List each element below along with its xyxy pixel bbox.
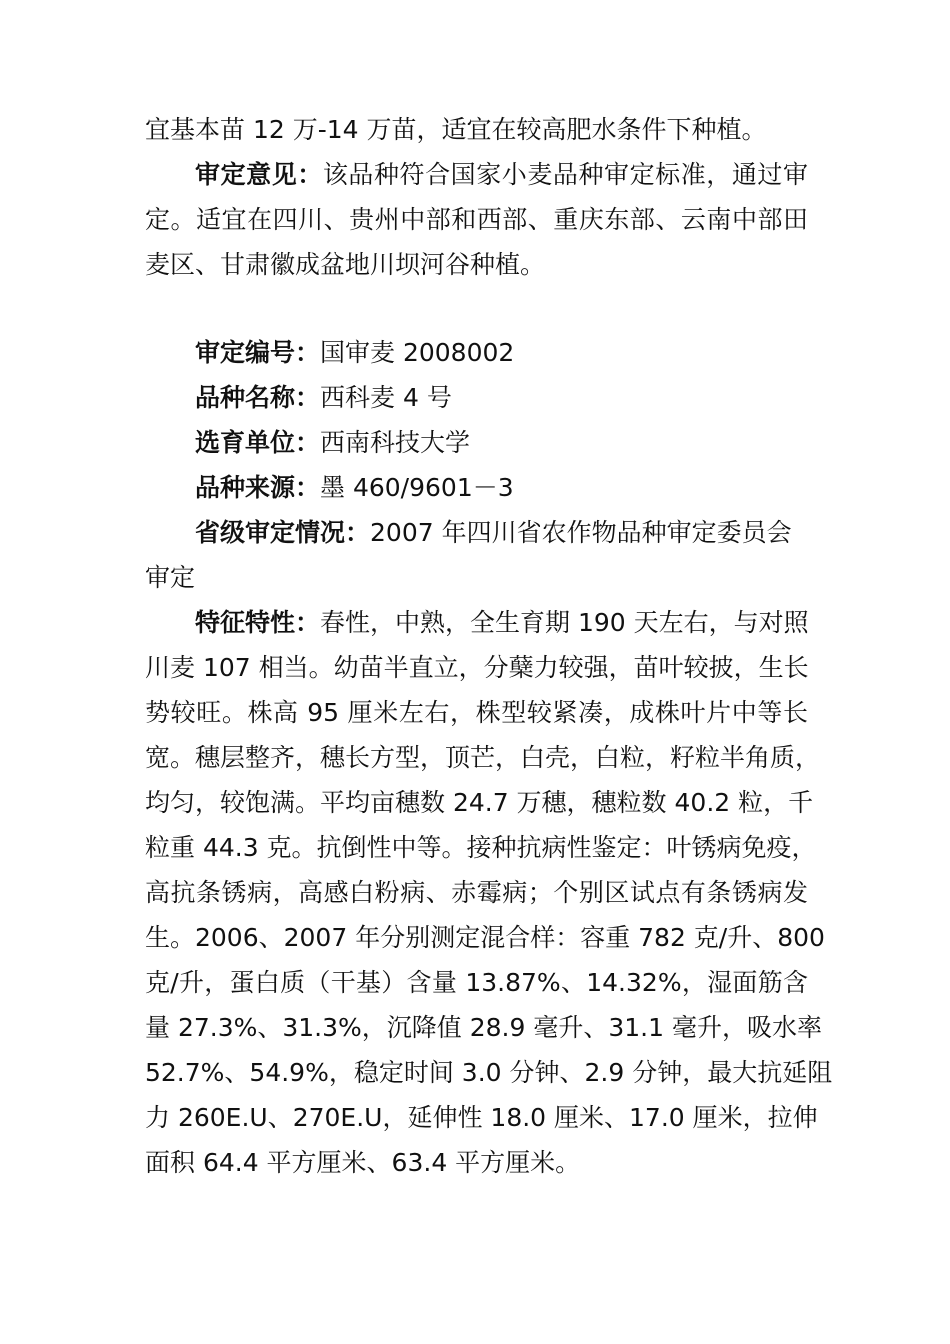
text-line [145,1056,833,1090]
traits-line [195,606,808,640]
source-value: 墨 460/9601－3 [320,473,514,502]
name-line [195,381,452,415]
text-line [145,248,545,282]
text-line [145,786,814,820]
breeder-value: 西南科技大学 [320,428,471,457]
provincial-value: 2007 年四川省农作物品种审定委员会 [370,518,792,547]
text-span: 生。2006、2007 年分别测定混合样：容重 782 克/升、800 [145,923,825,952]
text-span: 川麦 107 相当。幼苗半直立，分蘖力较强，苗叶较披，生长 [145,653,809,682]
text-line [145,1146,580,1180]
text-line [145,966,808,1000]
text-line [145,741,821,775]
breeder-line [195,426,470,460]
text-span: 均匀，较饱满。平均亩穗数 24.7 万穗，穗粒数 40.2 粒，千 [145,788,814,817]
text-line [145,1011,822,1045]
text-line [145,831,817,865]
text-span: 量 27.3%、31.3%，沉降值 28.9 毫升、31.1 毫升，吸水率 [145,1013,822,1042]
source-line [195,471,514,505]
number-value: 国审麦 2008002 [320,338,515,367]
text-line [145,1101,818,1135]
text-span: 势较旺。株高 95 厘米左右，株型较紧凑，成株叶片中等长 [145,698,808,727]
text-span: 52.7%、54.9%，稳定时间 3.0 分钟、2.9 分钟，最大抗延阻 [145,1058,833,1087]
text-line [145,651,808,685]
text-line [145,921,825,955]
number-label: 审定编号： [195,338,321,367]
text-line [145,876,808,910]
text-line [145,696,808,730]
text-line [145,113,767,147]
provincial-line [195,516,792,550]
source-label: 品种来源： [195,473,321,502]
name-value: 西科麦 4 号 [320,383,452,412]
text-line [145,561,195,595]
text-span: 定。适宜在四川、贵州中部和西部、重庆东部、云南中部田 [145,205,808,234]
opinion-text: 该品种符合国家小麦品种审定标准，通过审 [322,160,808,189]
text-line [145,203,808,237]
provincial-label: 省级审定情况： [195,518,371,547]
traits-text: 春性，中熟，全生育期 190 天左右，与对照 [320,608,809,637]
number-line [195,336,514,370]
opinion-label: 审定意见： [195,160,323,189]
traits-label: 特征特性： [195,608,321,637]
text-span: 力 260E.U、270E.U，延伸性 18.0 厘米、17.0 厘米，拉伸 [145,1103,818,1132]
breeder-label: 选育单位： [195,428,321,457]
text-span: 麦区、甘肃徽成盆地川坝河谷种植。 [145,250,546,279]
text-span: 克/升，蛋白质（干基）含量 13.87%、14.32%，湿面筋含 [145,968,808,997]
text-span: 粒重 44.3 克。抗倒性中等。接种抗病性鉴定：叶锈病免疫， [145,833,817,862]
text-span: 面积 64.4 平方厘米、63.4 平方厘米。 [145,1148,581,1177]
name-label: 品种名称： [195,383,321,412]
text-span: 高抗条锈病，高感白粉病、赤霉病；个别区试点有条锈病发 [145,878,808,907]
text-span: 宽。穗层整齐，穗长方型，顶芒，白壳，白粒，籽粒半角质， [145,743,821,772]
text-span: 审定 [145,563,196,592]
text-span: 宜基本苗 12 万-14 万苗，适宜在较高肥水条件下种植。 [145,115,767,144]
opinion-line [195,158,808,192]
